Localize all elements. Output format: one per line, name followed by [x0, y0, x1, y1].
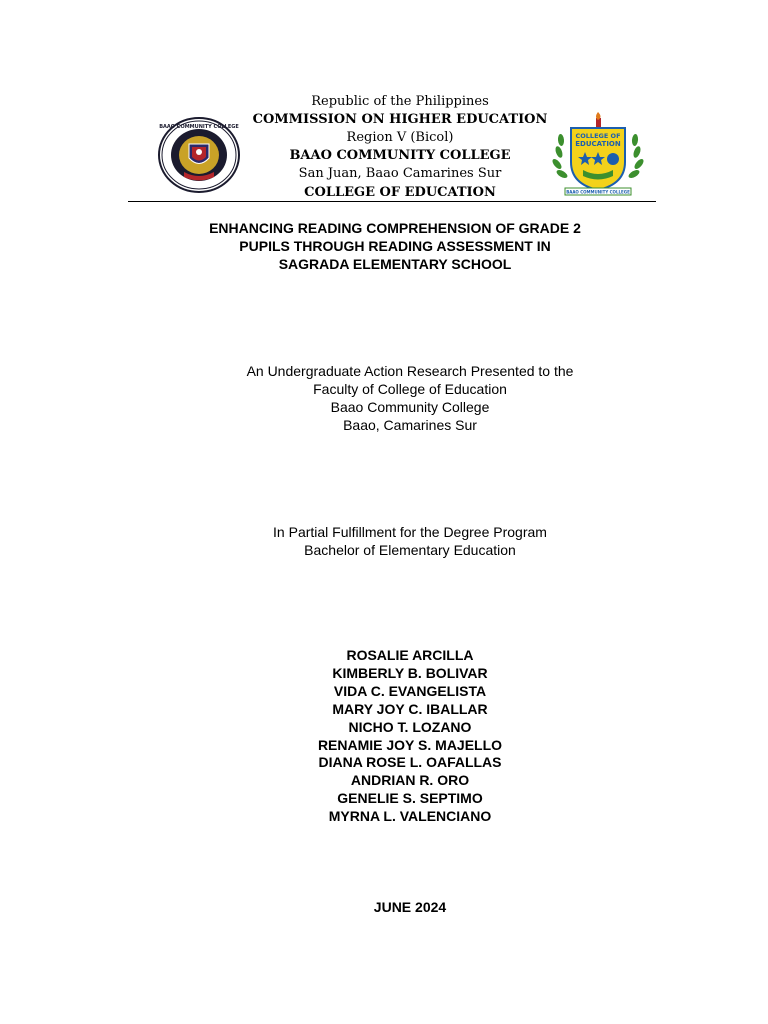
logo-text-line1: COLLEGE OF: [575, 132, 621, 140]
presentation-line-3: Baao Community College: [330, 399, 490, 415]
author-name: RENAMIE JOY S. MAJELLO: [317, 736, 503, 753]
region-line: Region V (Bicol): [346, 130, 454, 145]
author-name: VIDA C. EVANGELISTA: [333, 682, 487, 699]
author-name: NICHO T. LOZANO: [348, 718, 472, 735]
logo-ribbon-text: BAAO COMMUNITY COLLEGE: [566, 189, 630, 195]
title-line-2: PUPILS THROUGH READING ASSESSMENT IN: [239, 238, 551, 254]
research-title: [0, 219, 768, 273]
title-line-3: SAGRADA ELEMENTARY SCHOOL: [278, 256, 512, 272]
college-address: San Juan, Baao Camarines Sur: [298, 166, 502, 181]
logo-text-line2: EDUCATION: [575, 140, 621, 148]
fulfillment-statement: [0, 523, 768, 559]
author-name: GENELIE S. SEPTIMO: [337, 790, 483, 807]
fulfillment-line-2: Bachelor of Elementary Education: [304, 542, 516, 558]
presentation-line-4: Baao, Camarines Sur: [343, 417, 477, 433]
author-name: KIMBERLY B. BOLIVAR: [332, 664, 488, 681]
commission-line: COMMISSION ON HIGHER EDUCATION: [252, 112, 548, 127]
college-name: BAAO COMMUNITY COLLEGE: [289, 148, 511, 163]
seal-text: BAAO COMMUNITY COLLEGE: [159, 124, 239, 130]
presentation-statement: [0, 362, 768, 434]
author-name: ROSALIE ARCILLA: [346, 647, 474, 663]
author-name: MYRNA L. VALENCIANO: [328, 808, 492, 825]
fulfillment-line-1: In Partial Fulfillment for the Degree Program: [273, 524, 547, 540]
title-line-1: ENHANCING READING COMPREHENSION OF GRADE 2: [209, 220, 581, 236]
republic-line: Republic of the Philippines: [311, 94, 489, 109]
department-line: COLLEGE OF EDUCATION: [304, 185, 496, 200]
author-name: DIANA ROSE L. OAFALLAS: [318, 754, 502, 771]
submission-date: JUNE 2024: [373, 899, 447, 915]
author-name: MARY JOY C. IBALLAR: [332, 700, 488, 717]
author-name: ANDRIAN R. ORO: [350, 772, 470, 789]
header-divider: [128, 201, 656, 202]
author-list: [0, 647, 768, 826]
presentation-line-2: Faculty of College of Education: [313, 381, 507, 397]
presentation-line-1: An Undergraduate Action Research Presented to the: [246, 363, 574, 379]
